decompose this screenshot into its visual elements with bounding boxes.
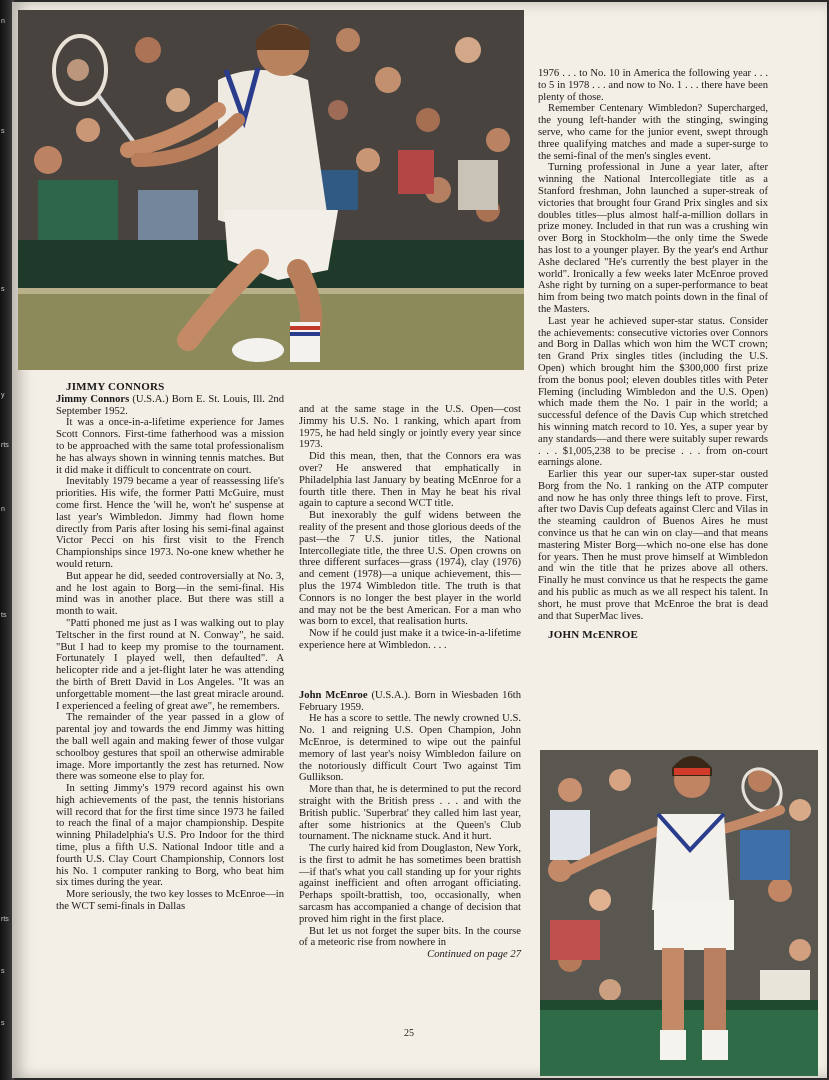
connors-paragraph: But inexorably the gulf widens between the reality of the present and those glorious deeds of the past—the 7 U.S. junior titles, the National Intercollegiate title, the three U.S. Open crowns on three different surfaces—grass (1974), clay (1976) and cement (1978)—a unique achievement, this—plus the 1974 Wimbledon title. The truth is that Connors is no longer the best player in the world and may not be the best American. For a man who was born to excel, that realisation hurts.	[299, 510, 521, 628]
connors-heading: JIMMY CONNORS	[66, 381, 165, 393]
mcenroe-paragraph: Remember Centenary Wimbledon? Supercharged, the young left-hander with the stinging, swinging serve, who came for the junior event, swept through three qualifying matches and made a super-surge to the semi-final of the men's singles event.	[538, 103, 768, 162]
mcenroe-paragraph: He has a score to settle. The newly crowned U.S. No. 1 and reigning U.S. Open Champion, John McEnroe, is determined to wipe out the painful memory of last year's noisy Wimbledon failure on the notoriously difficult Court Two against Tim Gullikson.	[299, 713, 521, 784]
connors-paragraph: "Patti phoned me just as I was walking out to play Teltscher in the first round at N. Conway", he said. "But I had to keep my promise to the tournament. Fortunately I played well, then defaulted". A helicopter ride and a jet-flight later he was attending the birth of Brett David in Los Angeles. "It was an unforgettable moment—the last great miracle around. I experienced a feeling of great awe", he remembers.	[56, 617, 284, 712]
connors-paragraph: It was a once-in-a-lifetime experience for James Scott Connors. First-time fatherhood was a mission to be approached with the same total professionalism he has always shown in winning tennis matches. But it did make it difficult to concentrate on court.	[56, 417, 284, 476]
connors-paragraph: In setting Jimmy's 1979 record against his own high achievements of the past, the tennis historians will record that for the first time since 1973 he failed to reach the final of a major championship. Despite winning Philadelphia's U.S. Pro Indoor for the third time, plus a fifth U.S. National Indoor title and a fourth U.S. Clay Court Championship, Connors lost his No. 1 computer ranking to Borg, who beat him six times during the year.	[56, 783, 284, 889]
page-number: 25	[404, 1028, 414, 1039]
mcenroe-paragraph: More than that, he is determined to put the record straight with the British press . . . and with the British public. 'Superbrat' they called him last year, after some histrionics at the Queen's Club tournament. The nickname stuck. And it hurt.	[299, 784, 521, 843]
connors-paragraph: and at the same stage in the U.S. Open—cost Jimmy his U.S. No. 1 ranking, which apart from 1975, he had held singly or jointly every year since 1973.	[299, 404, 521, 451]
connors-paragraph: More seriously, the two key losses to McEnroe—in the WCT semi-finals in Dallas	[56, 889, 284, 913]
mcenroe-heading: JOHN McENROE	[548, 629, 639, 642]
mcenroe-paragraph: Turning professional in June a year later, after winning the National Intercollegiate title as a Stanford freshman, John launched a super-streak of victories that brought four Grand Prix singles and six doubles titles—plus almost half-a-million dollars in prize money. Included in that run was a crushing win over Borg in Stockholm—the only time the Swede has lost to a younger player. By the year's end Arthur Ashe declared "He's currently the best player in the world". Ironically a few weeks later McEnroe proved Ashe right by turning on a super-performance to beat him from being two match points down in the final of the Masters.	[538, 162, 768, 315]
connors-paragraph: But appear he did, seeded controversially at No. 3, and he lost again to Borg—in the semi-final. His mind was in another place. But there was still a month to wait.	[56, 570, 284, 618]
adjacent-page-text: s	[1, 968, 5, 975]
mcenroe-paragraph: But let us not forget the super bits. In the course of a meteoric rise from nowhere in	[299, 925, 521, 949]
connors-article-column-1	[56, 382, 284, 913]
mcenroe-article-column-3	[538, 68, 768, 642]
mcenroe-birth-details: (U.S.A.). Born in Wiesbaden 16th February 1959.	[299, 689, 521, 713]
connors-paragraph: Inevitably 1979 became a year of reassessing life's priorities. His wife, the former Patti McGuire, must come first. Hence the 'will he, won't he' suspense at last year's Wimbledon. Jimmy had flown home directly from Paris after losing his semi-final against Victor Pecci on his first visit to the French Championships since 1973. No-one knew whether he would return.	[56, 476, 284, 570]
adjacent-page-text: n	[1, 18, 5, 25]
mcenroe-paragraph: 1976 . . . to No. 10 in America the following year . . . to 5 in 1978 . . . and now to No. 1 . . . there have been plenty of those.	[538, 68, 768, 103]
connors-name: Jimmy Connors	[56, 393, 130, 405]
mcenroe-paragraph: Earlier this year our super-tax super-star ousted Borg from the No. 1 ranking on the ATP computer and now he has only three things left to prove. First, after two Davis Cup defeats against Clerc and Vilas in the steaming cauldron of Buenos Aires he must convince us that he can win on clay—and that means mastering Mister Borg—which no-one else has done for years. Then he must prove himself at Wimbledon and win the title that he prizes above all others. Finally he must convince us that he respects the game and his public as much as we all respect his talent. In short, he must prove that McEnroe the brat is dead and that SuperMac lives.	[538, 469, 768, 622]
connors-birth-details: (U.S.A.) Born E. St. Louis, Ill. 2nd September 1952.	[56, 393, 284, 417]
adjacent-page-text: y	[1, 392, 5, 399]
mcenroe-paragraph: Last year he achieved super-star status. Consider the achievements: consecutive victories over Connors and Borg in Dallas which won him the WCT crown; ten Grand Prix singles titles (including the U.S. Open) which brought him the $300,000 first prize from the bonus pool; eleven doubles titles with Peter Fleming (including Wimbledon and the U.S. Open) which made them the No. 1 pair in the world; a successful defence of the Davis Cup which stretched his winning match record to 10. Yes, a super year by any standards—and there were suitably super rewards . . . $1,005,238 to be precise . . . from on-court earnings alone.	[538, 315, 768, 469]
adjacent-page-text: s	[1, 1020, 5, 1027]
adjacent-page-text: s	[1, 128, 5, 135]
connors-intro	[56, 394, 284, 418]
connors-paragraph: Did this mean, then, that the Connors era was over? He answered that emphatically in Philadelphia last January by beating McEnroe for a fourth title there. Then in May he beat his rival again to capture a second WCT title.	[299, 451, 521, 510]
article-column-2	[299, 404, 521, 961]
mcenroe-paragraph: The curly haired kid from Douglaston, New York, is the first to admit he has sometimes been brattish—if that's what you call standing up for your rights against inefficient and often arrogant officiating. Perhaps spoilt-brattish, too, occasionally, when sarcasm has accompanied a change of decision that proved him right in the first place.	[299, 843, 521, 925]
adjacent-page-text: s	[1, 286, 5, 293]
adjacent-page-text: rts	[1, 916, 9, 923]
adjacent-page-text: rts	[1, 442, 9, 449]
connors-photo	[18, 10, 524, 370]
mcenroe-name: John McEnroe	[299, 689, 368, 701]
connors-paragraph: The remainder of the year passed in a glow of parental joy and towards the end Jimmy was hitting the ball well again and making fewer of those vulgar schoolboy gestures that spoil an otherwise admirable image. More importantly the zest has returned. Now there was someone else to play for.	[56, 712, 284, 783]
mcenroe-photo	[540, 750, 818, 1076]
continued-note: Continued on page 27	[427, 949, 521, 961]
mcenroe-intro	[299, 690, 521, 714]
adjacent-page-text: ts	[1, 612, 7, 619]
adjacent-page-text: n	[1, 506, 5, 513]
magazine-page	[12, 2, 827, 1078]
connors-paragraph: Now if he could just make it a twice-in-a-lifetime experience here at Wimbledon. . . .	[299, 628, 521, 651]
